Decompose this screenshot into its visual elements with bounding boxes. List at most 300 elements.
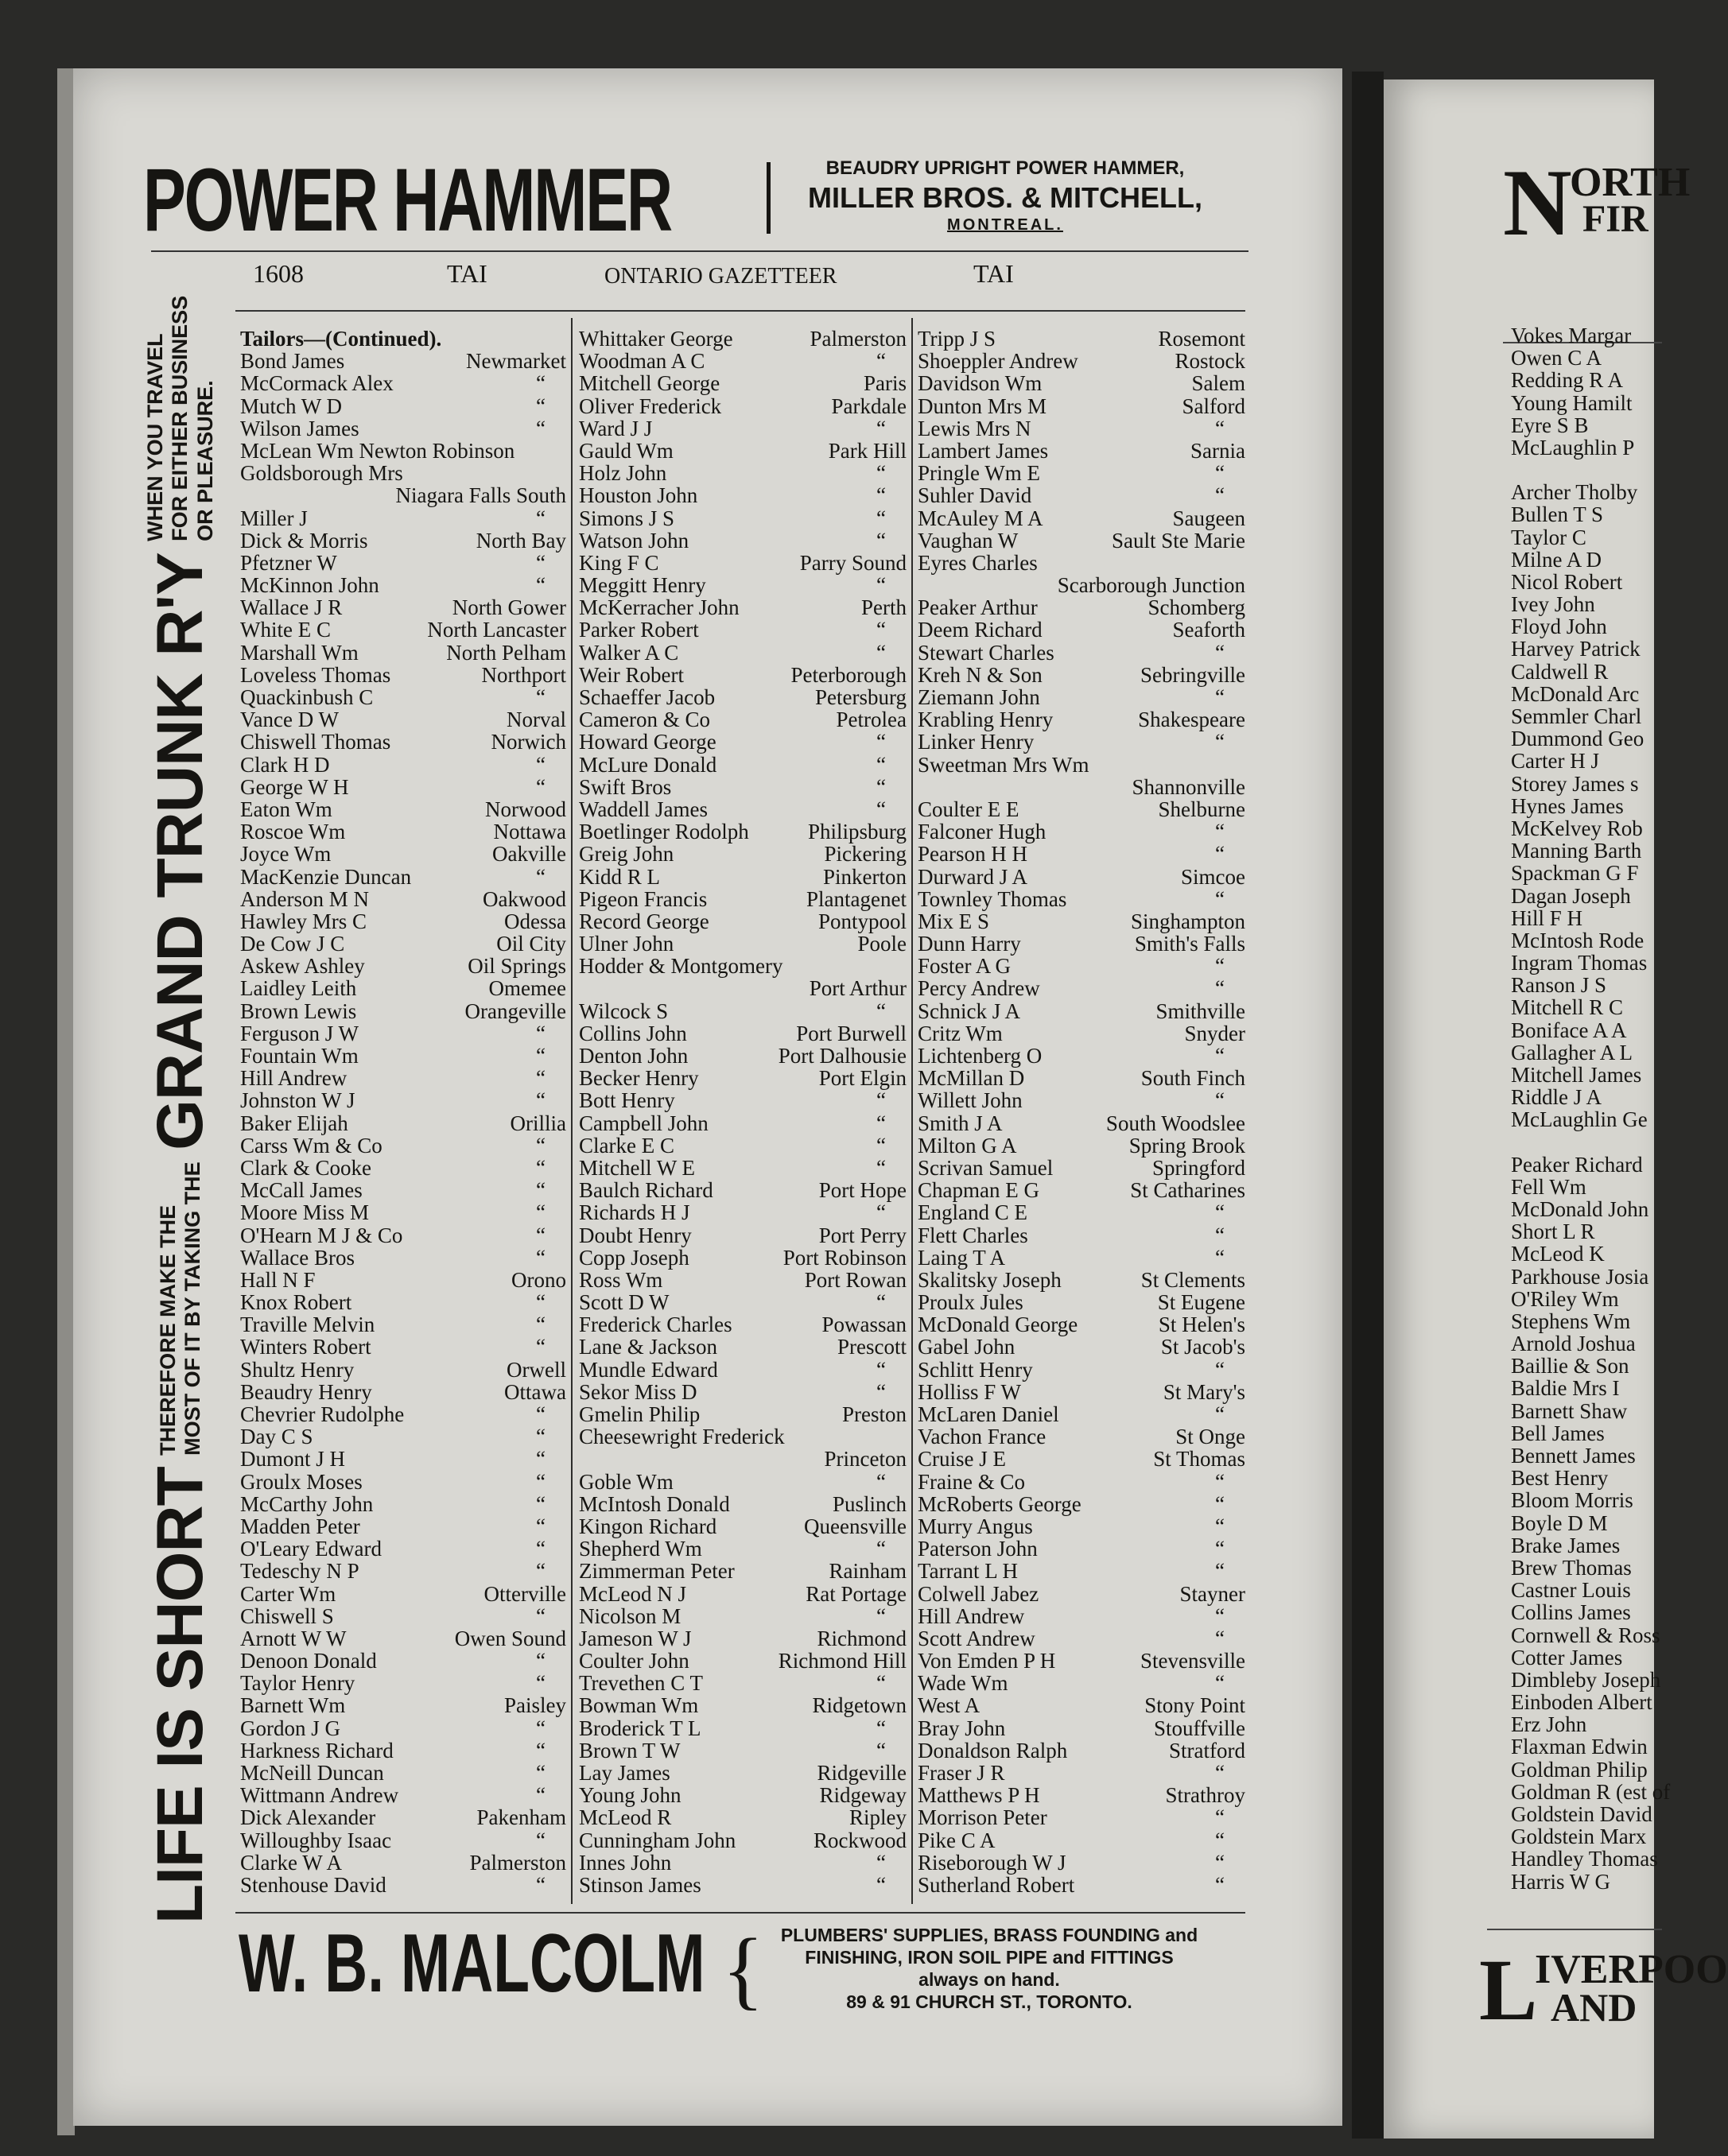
entry-name: O'Leary Edward bbox=[240, 1537, 382, 1561]
entry-name: Walker A C bbox=[579, 640, 679, 665]
entry-name: Carter Wm bbox=[240, 1581, 336, 1606]
entry-place: “ bbox=[536, 1245, 546, 1270]
entry-place: “ bbox=[536, 506, 546, 530]
entry-name: Knox Robert bbox=[240, 1290, 352, 1315]
directory-entry bbox=[579, 686, 907, 708]
entry-place: Paisley bbox=[504, 1693, 566, 1718]
directory-entry bbox=[918, 574, 1245, 596]
entry-place: Seaforth bbox=[1172, 618, 1245, 642]
right-page-entry: Dimbleby Joseph bbox=[1511, 1667, 1661, 1692]
entry-place: Sarnia bbox=[1190, 438, 1245, 463]
entry-place: Norval bbox=[507, 708, 566, 732]
entry-place: “ bbox=[876, 1738, 886, 1762]
directory-entry bbox=[918, 1650, 1245, 1672]
entry-place: “ bbox=[1215, 1088, 1225, 1113]
entry-name: Bray John bbox=[918, 1716, 1006, 1740]
entry-name: McIntosh Donald bbox=[579, 1491, 730, 1516]
directory-entry bbox=[579, 440, 907, 462]
directory-entry bbox=[240, 843, 566, 865]
directory-entry bbox=[579, 328, 907, 350]
entry-name: Ross Wm bbox=[579, 1267, 663, 1292]
entry-name: Critz Wm bbox=[918, 1021, 1003, 1045]
entry-name: Loveless Thomas bbox=[240, 662, 391, 687]
entry-place: “ bbox=[1215, 461, 1225, 486]
directory-entry bbox=[579, 1201, 907, 1223]
entry-place: “ bbox=[536, 1537, 546, 1561]
directory-entry bbox=[579, 1000, 907, 1022]
entry-name: England C E bbox=[918, 1200, 1027, 1225]
entry-place: “ bbox=[1215, 1044, 1225, 1068]
directory-entry bbox=[240, 1762, 566, 1784]
entry-place: “ bbox=[536, 1514, 546, 1538]
directory-column-1 bbox=[240, 328, 566, 1896]
directory-entry bbox=[579, 843, 907, 865]
directory-entry bbox=[240, 1291, 566, 1313]
directory-entry bbox=[918, 1134, 1245, 1157]
directory-entry bbox=[240, 1089, 566, 1111]
section-heading bbox=[240, 328, 566, 350]
entry-place: Richmond bbox=[817, 1626, 907, 1650]
entry-name: Cameron & Co bbox=[579, 708, 710, 732]
directory-entry bbox=[918, 1605, 1245, 1627]
right-page-entry: Ingram Thomas bbox=[1511, 951, 1648, 975]
entry-name: Waddell James bbox=[579, 797, 709, 821]
directory-entry bbox=[918, 1717, 1245, 1739]
directory-entry bbox=[579, 1022, 907, 1045]
entry-name: Oliver Frederick bbox=[579, 394, 722, 418]
entry-name: Cheesewright Frederick bbox=[579, 1425, 785, 1449]
entry-place: “ bbox=[876, 1088, 886, 1113]
banner-divider bbox=[767, 162, 771, 234]
right-page bbox=[1384, 79, 1728, 2139]
entry-place: Stony Point bbox=[1144, 1693, 1245, 1718]
directory-entry bbox=[240, 1247, 566, 1269]
directory-entry bbox=[240, 1874, 566, 1896]
directory-entry bbox=[918, 552, 1245, 574]
entry-place: Orangeville bbox=[464, 999, 566, 1023]
footer-advertisement bbox=[743, 1924, 1236, 2013]
entry-place: Parry Sound bbox=[799, 550, 907, 575]
entry-place: St Eugene bbox=[1157, 1290, 1245, 1315]
entry-place: “ bbox=[1215, 1828, 1225, 1852]
right-banner-line-2: FIR bbox=[1582, 198, 1648, 240]
directory-entry bbox=[579, 1291, 907, 1313]
entry-place: “ bbox=[876, 797, 886, 821]
directory-entry bbox=[918, 1224, 1245, 1247]
entry-name: Stewart Charles bbox=[918, 640, 1054, 665]
right-footer-cap: L bbox=[1479, 1941, 1538, 2038]
directory-entry bbox=[240, 507, 566, 529]
directory-entry bbox=[240, 462, 566, 484]
entry-place: “ bbox=[536, 752, 546, 777]
entry-name: Pigeon Francis bbox=[579, 886, 708, 911]
entry-place-continued: Niagara Falls South bbox=[395, 483, 566, 508]
entry-name: Hill Andrew bbox=[240, 1066, 348, 1091]
directory-entry bbox=[579, 1336, 907, 1358]
directory-entry bbox=[240, 820, 566, 843]
entry-place: Odessa bbox=[504, 909, 566, 933]
entry-place: St Catharines bbox=[1130, 1178, 1245, 1203]
entry-name: McLure Donald bbox=[579, 752, 717, 777]
entry-name: Dick Alexander bbox=[240, 1805, 376, 1830]
right-page-entry: Dagan Joseph bbox=[1511, 883, 1631, 908]
entry-place: “ bbox=[536, 1335, 546, 1359]
entry-name: Brown T W bbox=[579, 1738, 681, 1762]
entry-name: Chiswell Thomas bbox=[240, 730, 391, 754]
right-page-entry: Bloom Morris bbox=[1511, 1488, 1633, 1513]
entry-place: “ bbox=[876, 1155, 886, 1180]
right-page-entry: McKelvey Rob bbox=[1511, 816, 1643, 840]
entry-name: Laidley Leith bbox=[240, 976, 357, 1001]
entry-name: Taylor Henry bbox=[240, 1671, 355, 1696]
directory-entry bbox=[240, 1672, 566, 1694]
directory-entry bbox=[240, 776, 566, 798]
entry-place: “ bbox=[536, 1200, 546, 1225]
directory-entry bbox=[579, 955, 907, 977]
directory-entry bbox=[918, 1291, 1245, 1313]
entry-place: “ bbox=[876, 1133, 886, 1157]
entry-name: Vaughan W bbox=[918, 528, 1019, 553]
footer-line-2: FINISHING, IRON SOIL PIPE and FITTINGS bbox=[805, 1947, 1174, 1968]
directory-entry bbox=[240, 574, 566, 596]
directory-entry bbox=[918, 484, 1245, 506]
directory-entry bbox=[918, 1538, 1245, 1560]
entry-name: Tailors—(Continued). bbox=[240, 327, 442, 351]
entry-name: Bott Henry bbox=[579, 1088, 675, 1113]
entry-name: Denton John bbox=[579, 1044, 689, 1068]
directory-entry bbox=[579, 1672, 907, 1694]
directory-entry bbox=[918, 372, 1245, 394]
entry-place: Port Dalhousie bbox=[778, 1044, 907, 1068]
directory-entry bbox=[579, 776, 907, 798]
entry-name: Joyce Wm bbox=[240, 842, 332, 867]
entry-place: Oakville bbox=[492, 842, 566, 867]
footer-line-1: PLUMBERS' SUPPLIES, BRASS FOUNDING and bbox=[780, 1925, 1198, 1945]
side-ad-small-1-line-1: THEREFORE MAKE THE bbox=[155, 1204, 180, 1456]
entry-place: Sault Ste Marie bbox=[1112, 528, 1245, 553]
directory-entry bbox=[918, 1784, 1245, 1806]
entry-place: “ bbox=[876, 506, 886, 530]
directory-entry bbox=[918, 1739, 1245, 1762]
entry-name: Barnett Wm bbox=[240, 1693, 346, 1718]
right-page-entry: Goldstein Marx bbox=[1511, 1824, 1647, 1849]
directory-entry bbox=[579, 1381, 907, 1403]
entry-name: Arnott W W bbox=[240, 1626, 347, 1650]
right-page-entry: McLeod K bbox=[1511, 1242, 1605, 1266]
directory-entry bbox=[579, 462, 907, 484]
directory-entry bbox=[918, 776, 1245, 798]
right-page-entry: Einboden Albert bbox=[1511, 1690, 1652, 1715]
directory-entry bbox=[240, 1045, 566, 1067]
entry-name: Peaker Arthur bbox=[918, 595, 1038, 620]
entry-name: Schaeffer Jacob bbox=[579, 685, 716, 709]
directory-entry bbox=[918, 1112, 1245, 1134]
entry-place: “ bbox=[1215, 886, 1225, 911]
entry-place: “ bbox=[876, 1872, 886, 1897]
entry-name: Kreh N & Son bbox=[918, 662, 1043, 687]
entry-place: “ bbox=[876, 416, 886, 440]
directory-entry bbox=[918, 1493, 1245, 1515]
entry-place: “ bbox=[1215, 1626, 1225, 1650]
entry-name: Scott Andrew bbox=[918, 1626, 1035, 1650]
entry-name: Scott D W bbox=[579, 1290, 670, 1315]
entry-place: “ bbox=[876, 528, 886, 553]
entry-name: Flett Charles bbox=[918, 1223, 1028, 1247]
entry-place: Port Robinson bbox=[782, 1245, 907, 1270]
right-page-entry: Taylor C bbox=[1511, 525, 1586, 549]
entry-place: Port Perry bbox=[818, 1223, 907, 1247]
entry-name: Gauld Wm bbox=[579, 438, 674, 463]
entry-name: Parker Robert bbox=[579, 618, 699, 642]
directory-entry bbox=[579, 1739, 907, 1762]
entry-name: Baker Elijah bbox=[240, 1111, 348, 1135]
right-page-entry: Storey James s bbox=[1511, 771, 1639, 796]
entry-name: Baulch Richard bbox=[579, 1178, 713, 1203]
directory-entry bbox=[579, 933, 907, 955]
entry-place: North Pelham bbox=[446, 640, 566, 665]
entry-name: Trevethen C T bbox=[579, 1671, 704, 1696]
entry-name: McNeill Duncan bbox=[240, 1761, 384, 1785]
entry-place: Powassan bbox=[821, 1313, 907, 1337]
entry-name: Pringle Wm E bbox=[918, 461, 1040, 486]
directory-entry bbox=[918, 1313, 1245, 1336]
entry-place: Stratford bbox=[1169, 1738, 1245, 1762]
entry-place: “ bbox=[536, 1290, 546, 1315]
directory-entry bbox=[918, 955, 1245, 977]
right-page-entry: Arnold Joshua bbox=[1511, 1332, 1636, 1356]
side-ad-life-is-short: LIFE IS SHORT bbox=[144, 1467, 216, 1924]
entry-place: North Lancaster bbox=[427, 618, 566, 642]
entry-place: Northport bbox=[481, 662, 566, 687]
footer-brace: { bbox=[722, 1921, 764, 2018]
directory-entry bbox=[579, 1538, 907, 1560]
banner-line-3: MONTREAL. bbox=[947, 216, 1063, 234]
side-ad-small-1 bbox=[156, 1161, 205, 1456]
directory-column-2 bbox=[579, 328, 907, 1896]
directory-entry bbox=[240, 1852, 566, 1874]
directory-entry bbox=[918, 1806, 1245, 1828]
right-page-entry: Cotter James bbox=[1511, 1645, 1623, 1669]
entry-name: McAuley M A bbox=[918, 506, 1043, 530]
entry-place: “ bbox=[876, 1671, 886, 1696]
entry-name: Wallace J R bbox=[240, 595, 343, 620]
directory-entry bbox=[579, 1112, 907, 1134]
entry-name: Wilson James bbox=[240, 416, 359, 440]
directory-entry bbox=[918, 1359, 1245, 1381]
right-page-entry: Manning Barth bbox=[1511, 839, 1642, 863]
directory-entry bbox=[579, 1515, 907, 1538]
right-page-entry: Caldwell R bbox=[1511, 659, 1609, 684]
directory-entry bbox=[240, 1806, 566, 1828]
top-rule bbox=[151, 250, 1248, 252]
entry-name: Tedeschy N P bbox=[240, 1559, 359, 1584]
entry-place: “ bbox=[876, 730, 886, 754]
entry-name: George W H bbox=[240, 774, 349, 799]
directory-entry bbox=[240, 1022, 566, 1045]
entry-place: Plantagenet bbox=[806, 886, 907, 911]
entry-place: “ bbox=[876, 483, 886, 508]
entry-place: Richmond Hill bbox=[778, 1649, 907, 1673]
directory-entry bbox=[579, 1784, 907, 1806]
right-page-entry: Short L R bbox=[1511, 1220, 1595, 1244]
directory-entry bbox=[918, 1179, 1245, 1201]
entry-place: “ bbox=[536, 1066, 546, 1091]
directory-entry bbox=[918, 642, 1245, 664]
entry-name: Eyres Charles bbox=[918, 550, 1038, 575]
directory-entry bbox=[579, 1493, 907, 1515]
entry-name: Vachon France bbox=[918, 1425, 1047, 1449]
right-page-entry: Handley Thomas bbox=[1511, 1847, 1658, 1871]
entry-name: Kingon Richard bbox=[579, 1514, 717, 1538]
directory-entry bbox=[579, 1089, 907, 1111]
right-page-entry: Best Henry bbox=[1511, 1466, 1609, 1491]
entry-place: “ bbox=[876, 1290, 886, 1315]
directory-entry bbox=[579, 1425, 907, 1448]
entry-place: Paris bbox=[864, 371, 907, 396]
directory-entry bbox=[240, 1313, 566, 1336]
entry-name: Swift Bros bbox=[579, 774, 672, 799]
entry-place: Oil City bbox=[496, 932, 566, 956]
directory-entry bbox=[918, 1403, 1245, 1425]
entry-name: Foster A G bbox=[918, 954, 1012, 979]
entry-place: “ bbox=[876, 752, 886, 777]
directory-entry bbox=[918, 395, 1245, 417]
entry-name: Holliss F W bbox=[918, 1379, 1022, 1404]
directory-entry bbox=[240, 372, 566, 394]
entry-name: Riseborough W J bbox=[918, 1850, 1066, 1875]
directory-entry bbox=[918, 440, 1245, 462]
entry-place: “ bbox=[876, 618, 886, 642]
directory-entry bbox=[918, 417, 1245, 440]
entry-name: Goble Wm bbox=[579, 1469, 674, 1494]
entry-place: South Finch bbox=[1140, 1066, 1245, 1091]
right-page-entry: Goldman R (est of bbox=[1511, 1779, 1671, 1804]
right-page-entry: Dummond Geo bbox=[1511, 727, 1645, 751]
directory-entry bbox=[918, 328, 1245, 350]
entry-name: McKerracher John bbox=[579, 595, 740, 620]
directory-entry bbox=[240, 1650, 566, 1672]
right-page-entry: Semmler Charl bbox=[1511, 704, 1642, 728]
entry-name: Holz John bbox=[579, 461, 667, 486]
entry-place: “ bbox=[536, 416, 546, 440]
right-page-entry: Ivey John bbox=[1511, 592, 1595, 617]
entry-name: McLeod N J bbox=[579, 1581, 686, 1606]
entry-name: Greig John bbox=[579, 842, 674, 867]
directory-entry bbox=[579, 1650, 907, 1672]
directory-entry bbox=[918, 596, 1245, 618]
entry-name: Stinson James bbox=[579, 1872, 701, 1897]
entry-place: Schomberg bbox=[1147, 595, 1245, 620]
entry-name: MacKenzie Duncan bbox=[240, 864, 412, 889]
entry-name: Whittaker George bbox=[579, 327, 733, 351]
right-page-entry: Hynes James bbox=[1511, 793, 1624, 818]
entry-name: McLean Wm Newton Robinson bbox=[240, 438, 515, 463]
directory-entry bbox=[918, 686, 1245, 708]
entry-name: Brown Lewis bbox=[240, 999, 357, 1023]
directory-entry bbox=[240, 1224, 566, 1247]
entry-place: Perth bbox=[861, 595, 907, 620]
right-page-entry: Owen C A bbox=[1511, 346, 1602, 370]
entry-place: “ bbox=[536, 371, 546, 396]
entry-place: Philipsburg bbox=[807, 820, 907, 844]
entry-place: “ bbox=[1215, 1872, 1225, 1897]
right-page-entry: Baillie & Son bbox=[1511, 1354, 1629, 1379]
right-banner-line-1: ORTH bbox=[1570, 160, 1691, 205]
directory-entry bbox=[918, 798, 1245, 820]
entry-name: Gabel John bbox=[918, 1335, 1015, 1359]
entry-place: “ bbox=[876, 461, 886, 486]
right-page-entry: Mitchell James bbox=[1511, 1063, 1642, 1087]
directory-entry bbox=[579, 1224, 907, 1247]
entry-name: Becker Henry bbox=[579, 1066, 699, 1091]
directory-entry bbox=[240, 977, 566, 999]
entry-name: Matthews P H bbox=[918, 1783, 1040, 1808]
directory-entry bbox=[240, 1269, 566, 1291]
entry-place: “ bbox=[1215, 1402, 1225, 1426]
entry-name: Doubt Henry bbox=[579, 1223, 692, 1247]
entry-place: “ bbox=[536, 1738, 546, 1762]
entry-name: Clarke E C bbox=[579, 1133, 674, 1157]
entry-place: St Clements bbox=[1140, 1267, 1245, 1292]
right-page-entry: Cornwell & Ross bbox=[1511, 1623, 1660, 1647]
entry-name: Copp Joseph bbox=[579, 1245, 689, 1270]
directory-entry bbox=[918, 888, 1245, 910]
right-page-entry: Bennett James bbox=[1511, 1444, 1636, 1468]
entry-place-continued: Scarborough Junction bbox=[1057, 573, 1245, 598]
entry-name: Boetlinger Rodolph bbox=[579, 820, 749, 844]
right-page-entry: Riddle J A bbox=[1511, 1085, 1602, 1110]
entry-place: “ bbox=[1215, 1850, 1225, 1875]
directory-entry bbox=[240, 1067, 566, 1089]
directory-entry bbox=[579, 1874, 907, 1896]
directory-entry bbox=[240, 1739, 566, 1762]
directory-entry bbox=[579, 1806, 907, 1828]
directory-entry bbox=[240, 618, 566, 641]
directory-entry bbox=[579, 417, 907, 440]
entry-place: “ bbox=[536, 1559, 546, 1584]
directory-entry bbox=[918, 708, 1245, 731]
entry-place: “ bbox=[536, 1447, 546, 1472]
entry-place: St Thomas bbox=[1153, 1447, 1245, 1472]
entry-place: St Jacob's bbox=[1160, 1335, 1245, 1359]
entry-place: Smithville bbox=[1155, 999, 1245, 1023]
entry-name: Beaudry Henry bbox=[240, 1379, 372, 1404]
entry-name: Carss Wm & Co bbox=[240, 1133, 382, 1157]
entry-name: Pfetzner W bbox=[240, 550, 337, 575]
entry-place: “ bbox=[876, 1469, 886, 1494]
entry-name: Tarrant L H bbox=[918, 1559, 1019, 1584]
directory-entry bbox=[579, 1359, 907, 1381]
entry-name: Falconer Hugh bbox=[918, 820, 1047, 844]
directory-entry bbox=[579, 529, 907, 552]
entry-place: Sebringville bbox=[1140, 662, 1245, 687]
entry-name: McDonald George bbox=[918, 1313, 1078, 1337]
side-ad-small-2-line-2: FOR EITHER BUSINESS bbox=[168, 295, 192, 541]
directory-entry bbox=[240, 1425, 566, 1448]
entry-name: Colwell Jabez bbox=[918, 1581, 1039, 1606]
entry-name: Deem Richard bbox=[918, 618, 1043, 642]
entry-place: Oakwood bbox=[483, 886, 566, 911]
directory-entry bbox=[579, 484, 907, 506]
entry-name: Goldsborough Mrs bbox=[240, 461, 403, 486]
directory-entry bbox=[579, 372, 907, 394]
directory-entry bbox=[918, 350, 1245, 372]
directory-entry bbox=[579, 350, 907, 372]
directory-entry bbox=[240, 731, 566, 753]
entry-place: “ bbox=[876, 1850, 886, 1875]
entry-place: Oil Springs bbox=[468, 954, 566, 979]
entry-name: Chevrier Rudolphe bbox=[240, 1402, 405, 1426]
